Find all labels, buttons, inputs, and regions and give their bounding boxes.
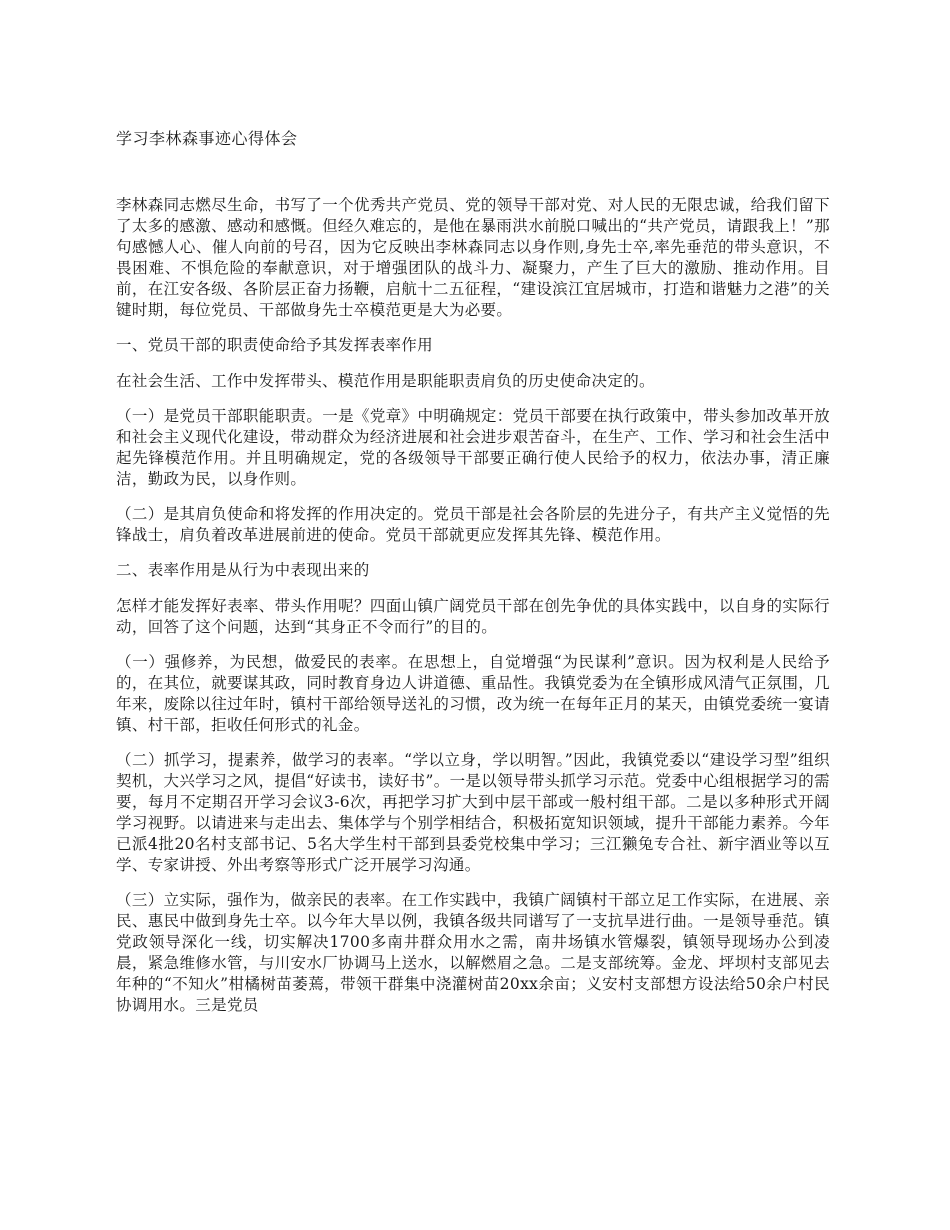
paragraph-section-2-intro: 怎样才能发挥好表率、带头作用呢？四面山镇广阔党员干部在创先争优的具体实践中，以自身的实际行动，回答了这个问题，达到“其身正不令而行”的目的。	[116, 597, 830, 636]
paragraph-section-1-item-2: （二）是其肩负使命和将发挥的作用决定的。党员干部是社会各阶层的先进分子，有共产主义觉悟的先锋战士，肩负着改革进展前进的使命。党员干部就更应发挥其先锋、模范作用。	[116, 505, 830, 544]
paragraph-section-2-item-1: （一）强修养，为民想，做爱民的表率。在思想上，自觉增强“为民谋利”意识。因为权利是人民给予的，在其位，就要谋其政，同时教育身边人讲道德、重品性。我镇党委为在全镇形成风清气正氛围，几年来，废除以往过年时，镇村干部给领导送礼的习惯，改为统一在每年正月的某天，由镇党委统一宴请镇、村干部，拒收任何形式的礼金。	[116, 653, 830, 734]
paragraph-section-2-item-2: （二）抓学习，提素养，做学习的表率。“学以立身，学以明智。”因此，我镇党委以“建设学习型”组织契机，大兴学习之风，提倡“好读书，读好书”。一是以领导带头抓学习示范。党委中心组根据学习的需要，每月不定期召开学习会议3-6次，再把学习扩大到中层干部或一般村组干部。二是以多种形式开阔学习视野。以请进来与走出去、集体学与个别学相结合，积极拓宽知识领域，提升干部能力素养。今年已派4批20名村支部书记、5名大学生村干部到县委党校集中学习；三江獭兔专合社、新宇酒业等以互学、专家讲授、外出考察等形式广泛开展学习沟通。	[116, 751, 830, 874]
document-body	[116, 195, 830, 1030]
section-heading-2: 二、表率作用是从行为中表现出来的	[116, 561, 370, 579]
paragraph-section-1-item-1: （一）是党员干部职能职责。一是《党章》中明确规定：党员干部要在执行政策中，带头参加改革开放和社会主义现代化建设，带动群众为经济进展和社会进步艰苦奋斗，在生产、工作、学习和社会生活中起先锋模范作用。并且明确规定，党的各级领导干部要正确行使人民给予的权力，依法办事，清正廉洁，勤政为民，以身作则。	[116, 407, 830, 488]
paragraph-section-1-intro: 在社会生活、工作中发挥带头、模范作用是职能职责肩负的历史使命决定的。	[116, 372, 655, 390]
document-title: 学习李林森事迹心得体会	[116, 129, 298, 148]
paragraph-section-2-item-3: （三）立实际，强作为，做亲民的表率。在工作实践中，我镇广阔镇村干部立足工作实际，在进展、亲民、惠民中做到身先士卒。以今年大旱以例，我镇各级共同谱写了一支抗旱进行曲。一是领导垂范。镇党政领导深化一线，切实解决1700多南井群众用水之需，南井场镇水管爆裂，镇领导现场办公到凌晨，紧急维修水管，与川安水厂协调马上送水，以解燃眉之急。二是支部统筹。金龙、坪坝村支部见去年种的“不知火”柑橘树苗萎蔫，带领干群集中浇灌树苗20xx余亩；义安村支部想方设法给50余户村民协调用水。三是党员	[116, 891, 830, 1014]
section-heading-1: 一、党员干部的职责使命给予其发挥表率作用	[116, 336, 434, 354]
paragraph-intro: 李林森同志燃尽生命，书写了一个优秀共产党员、党的领导干部对党、对人民的无限忠诚，给我们留下了太多的感激、感动和感慨。但经久难忘的，是他在暴雨洪水前脱口喊出的“共产党员，请跟我上！”那句感憾人心、催人向前的号召，因为它反映出李林森同志以身作则,身先士卒,率先垂范的带头意识，不畏困难、不惧危险的奉献意识，对于增强团队的战斗力、凝聚力，产生了巨大的激励、推动作用。目前，在江安各级、各阶层正奋力扬鞭，启航十二五征程，“建设滨江宜居城市，打造和谐魅力之港”的关键时期，每位党员、干部做身先士卒模范更是大为必要。	[116, 196, 830, 319]
